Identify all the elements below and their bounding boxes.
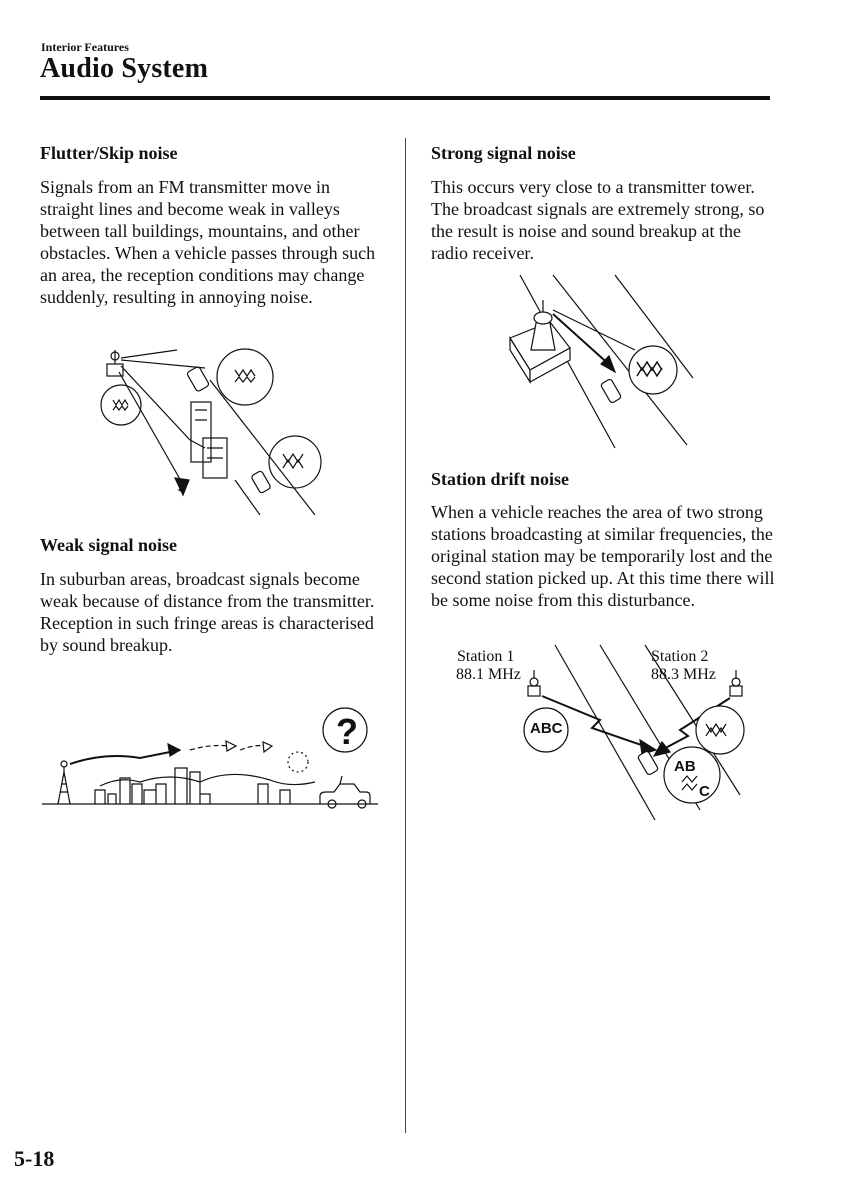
title-rule bbox=[40, 96, 770, 100]
strong-figure bbox=[495, 270, 695, 450]
bubble-left-text: ABC bbox=[530, 720, 563, 737]
weak-heading: Weak signal noise bbox=[40, 535, 178, 555]
strong-heading: Strong signal noise bbox=[431, 143, 576, 163]
bubble-right-bottom-text: C bbox=[699, 783, 710, 800]
weak-figure bbox=[40, 700, 380, 810]
strong-body: This occurs very close to a transmitter tower. The broadcast signals are extremely strong, so the result is noise and sound breakup at the radio receiver. bbox=[431, 177, 765, 263]
station1-name: Station 1 bbox=[457, 648, 515, 665]
bubble-right-top-text: AB bbox=[674, 758, 696, 775]
column-divider bbox=[405, 138, 406, 1133]
section-label: Interior Features bbox=[41, 40, 129, 54]
station1-freq: 88.1 MHz bbox=[456, 666, 521, 683]
flutter-body: Signals from an FM transmitter move in straight lines and become weak in valleys between tall buildings, mountains, and other obstacles. When a vehicle passes through such an area, the reception conditions may change suddenly, resulting in annoying noise. bbox=[40, 177, 376, 307]
page-number: 5-18 bbox=[14, 1146, 55, 1171]
station2-name: Station 2 bbox=[651, 648, 709, 665]
page-title: Audio System bbox=[40, 53, 209, 84]
station2-freq: 88.3 MHz bbox=[651, 666, 716, 683]
drift-body: When a vehicle reaches the area of two strong stations broadcasting at similar frequencies, the original station may be temporarily lost and the second station picked up. At this time there will be some noise from this disturbance. bbox=[431, 502, 775, 610]
drift-figure bbox=[450, 640, 765, 825]
question-mark: ? bbox=[336, 711, 358, 752]
flutter-figure bbox=[95, 340, 335, 515]
weak-body: In suburban areas, broadcast signals become weak because of distance from the transmitter. Reception in such fringe areas is characterised by sound breakup. bbox=[40, 569, 375, 655]
flutter-heading: Flutter/Skip noise bbox=[40, 143, 178, 163]
drift-heading: Station drift noise bbox=[431, 469, 570, 489]
